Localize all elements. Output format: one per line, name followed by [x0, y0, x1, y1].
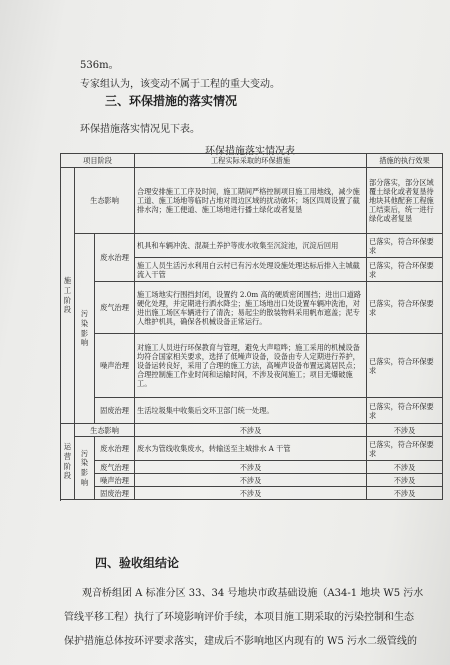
table-caption: 环保措施落实情况表 — [205, 146, 295, 157]
result-solid: 已落实，符合环保要求 — [367, 398, 443, 424]
construction-phase-label: 施工阶段 — [61, 168, 75, 424]
table-header-row — [61, 154, 443, 168]
table-row — [61, 487, 443, 500]
category-noise: 噪声治理 — [95, 334, 135, 398]
intro-line-1: 536m。 — [80, 60, 119, 71]
table-row — [61, 168, 443, 234]
operation-phase-label: 运营阶段 — [61, 424, 75, 500]
intro-line-2: 专家组认为，该变动不属于工程的重大变动。 — [80, 79, 280, 90]
op-result-eco: 不涉及 — [367, 424, 443, 437]
measures-wastewater-2: 施工人员生活污水利用白云村已有污水处理设施处理达标后排入主城截流入干管 — [135, 258, 367, 282]
header-phase: 项目阶段 — [61, 154, 135, 168]
category-eco: 生态影响 — [75, 168, 135, 234]
result-eco: 部分落实，部分区域覆土绿化或者复垦待地块其他配套工程施工结束后，统一进行绿化或者复垦 — [367, 168, 443, 234]
section-3-heading: 三、环保措施的落实情况 — [105, 94, 238, 108]
category-wastewater: 废水治理 — [95, 234, 135, 282]
measures-exhaust: 施工场地实行围挡封闭，设置约 2.0m 高的硬质密闭围挡；进出口道路硬化处理，并定期进行洒水降尘；施工场地出口处设置车辆冲洗池，对进出施工场区车辆进行了清洗；易起尘的散装物料采用帆布遮盖；泥专人维护机具，确保各机械设备正常运行。 — [135, 282, 367, 334]
op-category-eco: 生态影响 — [75, 424, 135, 437]
op-measures-eco: 不涉及 — [135, 424, 367, 437]
table-row — [61, 474, 443, 487]
header-measures: 工程实际采取的环保措施 — [135, 154, 367, 168]
conclusion-line-3: 保护措施总体按环评要求落实，建成后不影响地区内现有的 W5 污水二级管线的 — [64, 636, 417, 647]
op-category-wastewater: 废水治理 — [95, 437, 135, 461]
category-exhaust: 废气治理 — [95, 282, 135, 334]
table-row — [61, 437, 443, 461]
op-measures-noise: 不涉及 — [135, 474, 367, 487]
table-row — [61, 282, 443, 334]
op-result-noise: 不涉及 — [367, 474, 443, 487]
environmental-measures-table — [60, 153, 443, 500]
section-3-intro: 环保措施落实情况见下表。 — [80, 124, 200, 135]
table-row — [61, 461, 443, 474]
result-wastewater-2: 已落实，符合环保要求 — [367, 258, 443, 282]
table-row — [61, 398, 443, 424]
op-result-exhaust: 不涉及 — [367, 461, 443, 474]
op-category-exhaust: 废气治理 — [95, 461, 135, 474]
category-solid: 固废治理 — [95, 398, 135, 424]
section-4-heading: 四、验收组结论 — [95, 556, 180, 570]
op-result-solid: 不涉及 — [367, 487, 443, 500]
op-result-wastewater: 已落实，符合环保要求 — [367, 437, 443, 461]
measures-wastewater-1: 机具和车辆冲洗、混凝土养护等废水收集至沉淀池，沉淀后回用 — [135, 234, 367, 258]
result-wastewater-1: 已落实，符合环保要求 — [367, 234, 443, 258]
op-measures-solid: 不涉及 — [135, 487, 367, 500]
op-category-solid: 固废治理 — [95, 487, 135, 500]
pollution-impact-label: 污染影响 — [75, 234, 95, 424]
table-row — [61, 424, 443, 437]
measures-eco: 合理安排施工工序及时间，施工期间严格控制项目施工用地线，减少施工道、施工场地等临时占地对周边区域的扰动破坏；场区四周设置了截排水沟；施工便道、施工场地进行播土绿化或者复垦 — [135, 168, 367, 234]
op-category-noise: 噪声治理 — [95, 474, 135, 487]
op-measures-wastewater: 废水为管线收集废水，转输送至主城排水 A 干管 — [135, 437, 367, 461]
op-measures-exhaust: 不涉及 — [135, 461, 367, 474]
conclusion-line-1: 观音桥组团 A 标准分区 33、34 号地块市政基础设施（A34-1 地块 W5 污水 — [82, 588, 424, 599]
conclusion-line-2: 管线平移工程）执行了环境影响评价手续，本项目施工期采取的污染控制和生态 — [64, 612, 414, 623]
result-exhaust: 已落实，符合环保要求 — [367, 282, 443, 334]
result-noise: 已落实，符合环保要求 — [367, 334, 443, 398]
measures-solid: 生活垃圾集中收集后交环卫部门统一处理。 — [135, 398, 367, 424]
measures-noise: 对施工人员进行环保教育与管理，避免大声喧哗；施工采用的机械设备均符合国家相关要求，选择了低噪声设备，设备由专人定期进行养护，设备运转良好，采用了合理的施工方法，高噪声设备布置远离居民点；合理控制施工作业时间和运输时间，不涉及夜间施工；项目无爆破施工。 — [135, 334, 367, 398]
table-row — [61, 334, 443, 398]
table-row — [61, 234, 443, 258]
header-result: 措施的执行效果 — [367, 154, 443, 168]
op-pollution-impact-label: 污染影响 — [75, 437, 95, 500]
